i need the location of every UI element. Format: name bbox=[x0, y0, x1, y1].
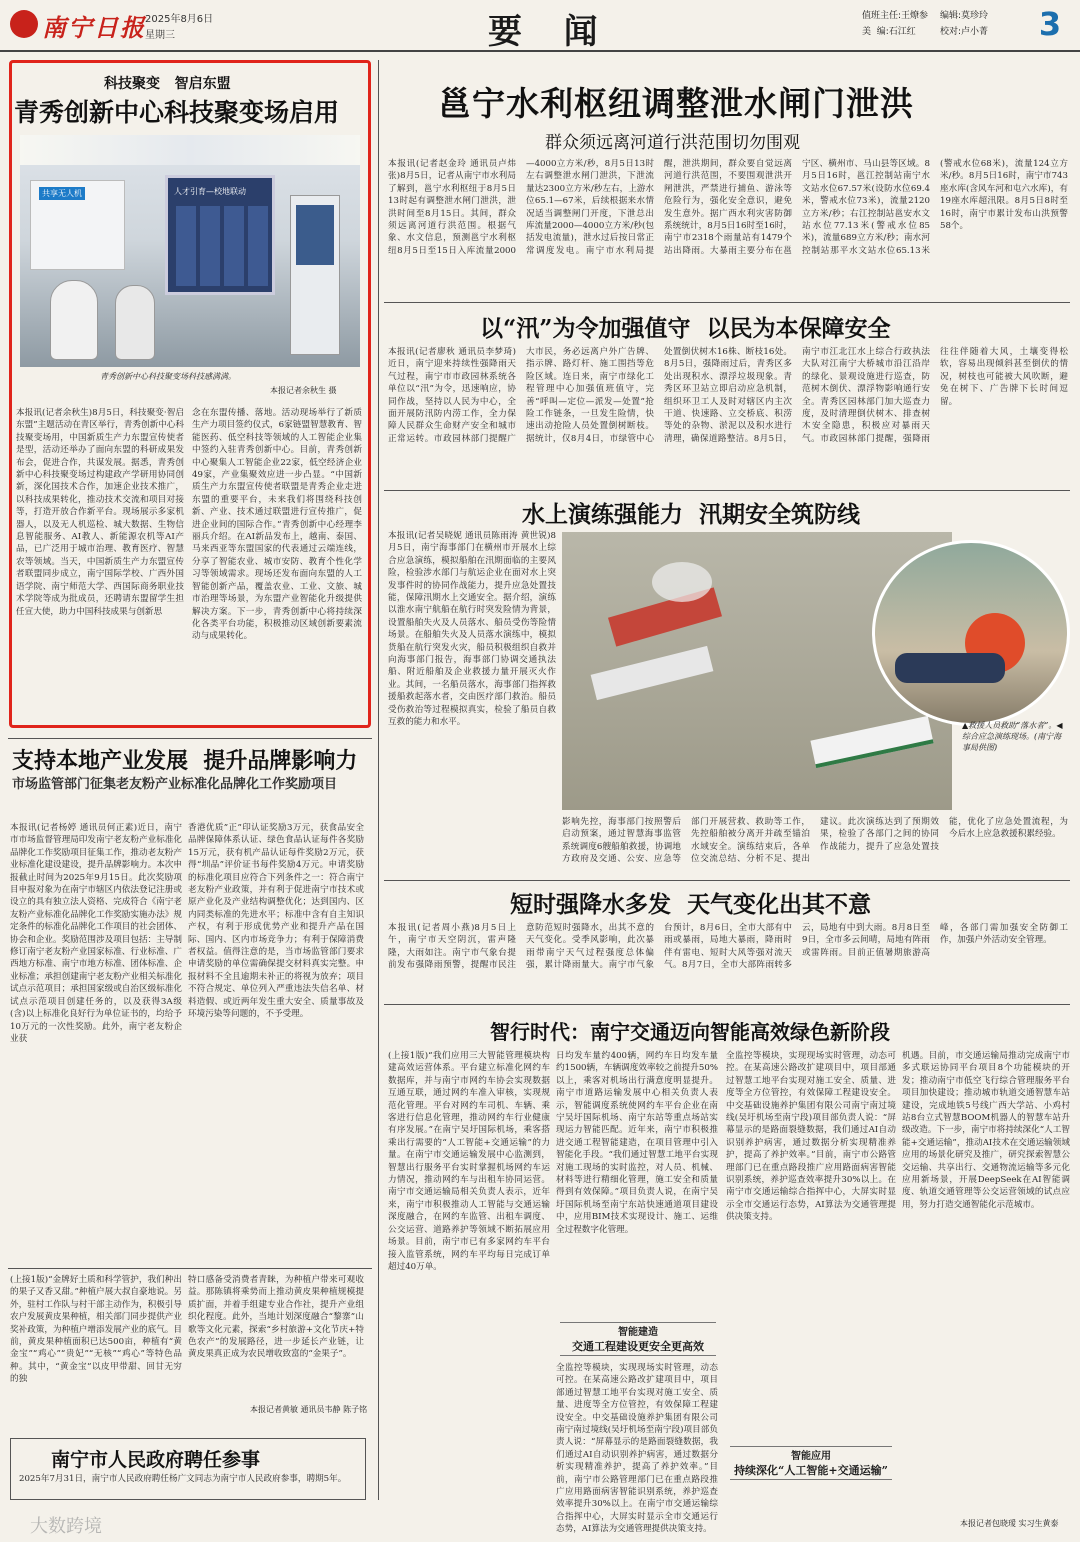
ship-icon bbox=[591, 646, 714, 700]
rescue-photo bbox=[872, 540, 1070, 726]
article-title: 以“汛”为令加强值守 以民为本保障安全 bbox=[480, 315, 891, 342]
article-body: 本报讯(记者吴晓妮 通讯员陈雨涛 黄世锐)8月5日，南宁海事部门在横州市开展水上综合应急演练，模拟船舶在汛期面临的主要风险，检验涉水部门与航运企业在面对水上突发事件时的协同作战能力，提升应急处置技能，保障汛期水上交通安全。据介绍，演练以淮水南宁航船在航行时突发险情为背景，设置船舶失火及人员落水、船员受伤等险情场景。在船舶失火及人员落水演练中，模拟货船在航行突发火灾，船员积极组织自救并向海事部门报告，海事部门协调交通执法船、附近船舶及企业救援力量开展灭火作业。其间，一名船员落水，海事部门指挥救援船救起落水者，交由医疗部门救治。船员受伤救治等过程模拟真实，检验了船员自救互救的能力和水平。 bbox=[388, 531, 556, 728]
kiosk-screen bbox=[296, 205, 334, 265]
article-body: (上接1版)“我们应用三大智能管理模块构建高效运营体系。平台建立标准化网约车数据库，并与南宁市网约车协会实现数据互通互联，通过网约车准入审核，实现规范化管理。平台对网约车司机、车辆、乘客进行信息化管理，推动网约车行业健康有序发展。”在南宁吴圩国际机场，乘客搭乘出行需要的“人工智能+交通运输”的力量。在南宁市交通运输发展中心监测到，智慧出行服务平台实时掌握机场网约车运力情况，推动网约车与出租车协同运营。南宁市交通运输局相关负责人表示，近年来，南宁市积极推动人工智能与交通运输深度融合，在网约车监管、出租车调度、公交运营、道路养护等领域不断拓展应用场景。目前，南宁市已有多家网约车平台接入监管系统，网约车平均每日完成订单超过40万单。 bbox=[388, 1051, 550, 1272]
article-title: 水上演练强能力 汛期安全筑防线 bbox=[522, 501, 861, 528]
article-body: 本报讯(记者赵金玲 通讯员卢炜张)8月5日，记者从南宁市水利局了解到，邕宁水利枢纽于8月5日13时起有调整泄水闸门泄洪，泄洪时间至8月15日。其间，群众须远离河道行洪范围。根据气象、水文信息，预测邕宁水利枢纽8月5日至15日入库流量2000—4000立方米/秒，8月5日13时左右调整泄水闸门泄洪，下泄流量达2300立方米/秒左右，上游水位65.1—67米，后续根据来水情况适当调整闸门开度，下泄总出库流量2000—4000立方米/秒(包括发电流量)，泄水过后按日常正常调度发电。南宁市水利局提醒，泄洪期间，群众要自觉远离河道行洪范围，不要围观泄洪开闸泄洪，严禁进行捕鱼、游泳等危险行为，强化安全意识，避免发生意外。据广西水利灾害防御系统统计，8月5日16时至16时，南宁市2318个雨量站有1479个站出降雨。大暴雨主要分布在邕宁区、横州市、马山县等区域。8月5日16时，邕江控制站南宁水文站水位67.57米(设防水位69.4米，警戒水位73米)，流量2120立方米/秒；右江控制站邕安水文站水位77.13米(警戒水位85米)，流量689立方米/秒；南水河控制站那平水文站水位65.13米(警戒水位68米)，流量124立方米/秒。8月5日16时，南宁市743座水库(含风车河和屯六水库)，有19座水库超汛限。8月5日8时至16时，南宁市累计发布山洪预警58个。 bbox=[388, 159, 1068, 256]
page-number: 3 bbox=[1038, 5, 1062, 43]
article-body: 影响先控，海事部门按照警后启动预案，通过智慧海事监管系统调度6艘船舶救援，协调地方政府及交通、公安、应急等部门开展营救、救助等工作，先控船舶被分离开并疏至锚泊水域安全。演练结束后，各单位交流总结、分析不足、提出建议。此次演练达到了预期效果，检验了各部门之间的协同作战能力，提升了应急处置技能，优化了应急处置流程，为今后水上应急救援积累经验。 bbox=[562, 817, 1068, 865]
article-body: 本报讯(记者杨婷 通讯员何正素)近日，南宁市市场监督管理局印发南宁老友粉产业标准化品牌化工作奖励项目征集工作，推动老友粉产业标准化建设建设，提升品牌影响力。本次申报截止时间为2025年9月15日。此次奖励项目申报对象为在南宁市辖区内依法登记注册或设立的具有独立法人资格、完成符合《南宁老友粉产业标准化品牌化工作奖励实施办法》规定条件的标准化品牌化工作项目的社会团体、协会和企业。奖励范围涉及项目包括：主导制修订南宁老友粉产业国家标准、行业标准、广西地方标准、南宁市地方标准、团体标准、企业标准；承担创建南宁老友粉产业相关标准化试点示范项目；承担国家级或自治区级标准化试点示范项目创建任务的，以及获得3A级(含)以上标准化良好行为单位证书的，均给予10万元的一次性奖励。此外，南宁老友粉企业获 bbox=[10, 823, 182, 1044]
article-subtitle: 市场监管部门征集老友粉产业标准化品牌化工作奖励项目 bbox=[12, 777, 338, 792]
article-body: 全监控等模块，实现现场实时管理，动态可控。在某高速公路改扩建项目中，项目部通过智慧工地平台实现对施工安全、质量、进度等全方位管控，有效保障工程建设安全。中交基础设施养护集团有限公司南宁南过境线(吴圩机场至南宁段)项目部负责人说：“屏幕显示的是路面裂缝数据，我们通过AI自动识别养护病害，通过数据分析实现精准养护，提高了养护效率。”目前，南宁市公路管理部门已在重点路段推广应用路面病害智能识别系统，养护巡查效率提升30%以上。在南宁市交通运输综合指挥中心，大屏实时显示全市交通运行态势，AI算法为交通管理提供决策支持。 bbox=[726, 1051, 896, 1223]
article-body: 机遇。目前，市交通运输局推动完成南宁市多式联运协同平台项目8个功能模块的开发；推动南宁市低空飞行综合管理服务平台项目加快建设；推动城市轨道交通智慧车站建设，完成地铁5号线广西大学站、小鸡村站8台立式智慧BOOM机器人的智慧车站升级改造。下一步，南宁市将持续深化“人工智能+交通运输”，推动AI技术在交通运输领域应用的场景化研究及推广，研究探索智慧公交运输、共享出行、交通物流运输等多元化应用新场景，开展DeepSeek在AI智能调度、轨道交通管理等公交运营领域的试点应用，努力打造交通智能化示范城市。 bbox=[902, 1051, 1070, 1210]
article-body: 本报讯(记者余秋生)8月5日，科技聚变·智启东盟”主题活动在青区举行，青秀创新中心科技聚变场用，中国新质生产力东盟宣传使者是型，活动还举办了面向东盟的科研成果发布会，促进合作，共谋发展。据悉，青秀创新中心科技聚变场过构建政产学研用协同创新，深化国技术合作，加速企业技术推广，以科技成果转化，推动技术交流和项目对接等，打造开放合作新平台。现场展示多家机器人，以及无人机巡检、城大数据、生物信息智能服务、AI教人、新能源农机等AI产品，已广泛用于城市治理、教育医疗、智慧农等领域。当天，中国新质生产力东盟宣传者联盟同步成立，南宁国际学校、广西外国语学院、南宁师范大学、西国际商务职业技术学院等成为批成员，还聘请东盟留学生担任宣大使，助力中国科技成果与创新思 bbox=[16, 408, 184, 617]
tech-hub-article[interactable] bbox=[9, 60, 371, 728]
section-title: 要 闻 bbox=[488, 12, 604, 52]
article-body: 日均发车量约400辆，网约车日均发车量约1500辆，车辆调度效率较之前提升50%以上，乘客对机场出行满意度明显提升。南宁市道路运输发展中心相关负责人表示，智能调度系统使网约车平台企业在南宁吴圩国际机场、南宁东站等重点场站实现运力智能匹配。近年来，南宁市积极推进交通工程智能建造，在项目管理中引入智能化手段。“我们通过智慧工地平台实现对施工现场的实时监控，对人员、机械、材料等进行精细化管理，施工安全和质量得到有效保障。”项目负责人说，在南宁吴圩国际机场至南宁东站快速通道项目建设中，应用BIM技术实现设计、施工、运维全过程数字化管理。 bbox=[556, 1051, 718, 1235]
article-body: 本报讯(记者周小燕)8月5日上午，南宁市天空阴沉，雷声隆隆，大雨如注。南宁市气象台提前发布强降雨预警，提醒市民注意防范短时强降水，出其不意的天气变化。受季风影响，此次暴雨带南宁天气过程强度总体偏强，累计降雨量大。南宁市气象台预计，8月6日，全市大部有中雨或暴雨，局地大暴雨，降雨时伴有雷电、短时大风等强对流天气。8月7日，全市大部阵雨转多云，局地有中到大雨。8月8日至9日，全市多云间晴，局地有阵雨或雷阵雨。目前正值暑期旅游高峰，各部门需加强安全防御工作，加强户外活动安全管理。 bbox=[388, 923, 1068, 971]
appointment-box bbox=[10, 1438, 366, 1500]
subheading-title: 交通工程建设更安全更高效 bbox=[572, 1340, 704, 1353]
staff-credit: 编辑:莫珍玲 bbox=[940, 11, 989, 21]
article-body: 2025年7月31日，南宁市人民政府聘任杨广文同志为南宁市人民政府参事，聘期5年。 bbox=[19, 1474, 347, 1484]
display-screen bbox=[165, 175, 275, 295]
article-title: 支持本地产业发展 提升品牌影响力 bbox=[12, 748, 358, 774]
article-kicker: 科技聚变 智启东盟 bbox=[104, 76, 231, 92]
article-title: 青秀创新中心科技聚变场启用 bbox=[14, 98, 340, 127]
article-body: 本报讯(记者廖秋 通讯员李梦琦)近日，南宁迎来持续性强降雨天气过程，南宁市市政园林系统各单位以“汛”为令，迅速响应，协同作战，坚持以人民为中心，全面开展防汛防内涝工作，全力保障人民群众生命财产安全和城市正常运转。市政园林部门提醒广大市民，务必远离户外广告牌、指示牌、路灯杆、施工围挡等危险区域。连日来，南宁市绿化工程管理中心加强值班值守，完善“呼叫—定位—派发—处置”抢险工作链条，一旦发生险情，快速出动抢险人员处置倒树断枝。据统计，仅8月4日，市绿管中心处置倒伏树木16株、断枝16处。8月5日，强降雨过后，青秀区多处出现积水、漂浮垃圾现象。青秀区环卫站立即启动应急机制，组织环卫工人及时对辖区内主次干道、快速路、立交桥底、积涝等处的杂物、淤泥以及积水进行清理，确保道路整洁。8月5日，南宁市江北江水上综合行政执法大队对江南宁大桥城市沿江沿岸的绿化、景观设施进行巡查，防范树木倒伏、漂浮物影响通行安全。青秀区园林部门加大巡查力度，及时清理倒伏树木、排查树木安全隐患，积极应对暴雨天气。市政园林部门提醒，强降雨往往伴随着大风，土壤变得松软，容易出现倾斜甚至倒伏的情况，树枝也可能被大风吹断，避免在树下、广告牌下长时间逗留。 bbox=[388, 347, 1068, 444]
person-icon bbox=[895, 653, 1005, 683]
robot-icon bbox=[115, 285, 155, 360]
ship-icon bbox=[810, 716, 933, 768]
subheading-box bbox=[730, 1446, 892, 1480]
subheading-kicker: 智能应用 bbox=[791, 1451, 831, 1462]
article-body: (上接1版)“金牌好土质和科学管护，我们种出的果子又香又甜。”种植户展大叔自豪地说。另外，驻村工作队与村干部主动作为，积极引导农户发展黄皮果种植，相关部门同步提供产业奖补政策，为种植户增添发展产业的底气。目前，黄皮果种植面积已达500亩，种植有“黄金宝”“鸡心”“贵妃”“无核”“鸡心”等特色品种。其中，“黄金宝”以皮甲带甜、回甘无穷的独 bbox=[10, 1275, 182, 1385]
article-byline: 本报记者黄敏 通讯员韦静 陈子铭 bbox=[250, 1405, 368, 1414]
photo-caption: ▲救援人员救助“落水者”。◀综合应急演练现场。(南宁海事局供图) bbox=[962, 721, 1063, 752]
subheading-title: 持续深化“人工智能+交通运输” bbox=[734, 1464, 888, 1477]
staff-credit: 值班主任:王燎参 bbox=[862, 11, 929, 21]
article-byline: 本报记者包晓瑷 实习生黄泰 bbox=[960, 1519, 1059, 1528]
article-title: 智行时代：南宁交通迈向智能高效绿色新阶段 bbox=[490, 1020, 890, 1044]
left-panel bbox=[30, 180, 125, 270]
tech-hub-photo bbox=[20, 135, 360, 367]
photo-credit: 本报记者余秋生 摄 bbox=[270, 386, 337, 395]
article-title: 南宁市人民政府聘任参事 bbox=[51, 1449, 261, 1471]
article-title: 邕宁水利枢纽调整泄水闸门泄洪 bbox=[438, 84, 914, 123]
staff-credit: 美 编:石江红 bbox=[862, 27, 916, 37]
article-body: 全监控等模块，实现现场实时管理，动态可控。在某高速公路改扩建项目中，项目部通过智慧工地平台实现对施工安全、质量、进度等全方位管控，有效保障工程建设安全。中交基础设施养护集团有限公司南宁南过境线(吴圩机场至南宁段)项目部负责人说：“屏幕显示的是路面裂缝数据，我们通过AI自动识别养护病害，通过数据分析实现精准养护，提高了养护效率。”目前，南宁市公路管理部门已在重点路段推广应用路面病害智能识别系统，养护巡查效率提升30%以上。在南宁市交通运输综合指挥中心，大屏实时显示全市交通运行态势，AI算法为交通管理提供决策支持。 bbox=[556, 1363, 718, 1535]
robot-icon bbox=[50, 280, 98, 360]
article-body: 香港优质”正”印认证奖励3万元，获食品安全品牌保障体系认证、绿色食品认证每件各奖励15万元，获有机产品认证每件奖励2万元，获得“圳品”评价证书每件奖励4万元。申请奖励的标准化项目应符合下列条件之一：符合南宁老友粉产业政策，并有利于促进南宁市技术或原产业化及产业结构调整优化；达到国内、区内同类标准的先进水平；标准中含有自主知识产权，有利于形成优势产业和提升产品在国际、国内、区内市场竞争力；有利于保障消费者权益。值得注意的是，当市场监管部门要求申请奖励的单位需确保提交材料真实完整。申报材料不全且逾期未补正的将视为放弃；项目不符合规定、单位列入严重违法失信名单、材料造假、或近两年发生重大安全、质量事故及环境污染等问题的，不予受理。 bbox=[188, 823, 364, 1020]
issue-date: 2025年8月6日 bbox=[145, 14, 214, 25]
issue-weekday: 星期三 bbox=[145, 30, 175, 41]
article-body: 特口感备受消费者青睐，为种植户带来可观收益。那陈镇将乘势而上推动黄皮果种植规模提质扩面，并着手组建专业合作社，提升产业组织化程度。此外，当地计划深度融合“黎寨”山歌等文化元素，探索“乡村旅游+文化节庆+特色农产”的发展路径，进一步延长产业链，让黄皮果真正成为农民增收致富的“金果子”。 bbox=[188, 1275, 364, 1360]
paper-logo-icon bbox=[10, 10, 38, 38]
article-subtitle: 群众须远离河道行洪范围切勿围观 bbox=[545, 133, 800, 153]
article-body: 念在东盟传播、落地。活动现场举行了新质生产力项目签约仪式，6家链盟智慧教育、智能医药、低空科技等领域的人工智能企业集中签约入驻青秀创新中心。目前，青秀创新中心聚集人工智能企业22家，低空经济企业49家，产业集聚效应进一步凸显。“中国新质生产力东盟宣传使者联盟是青秀企业走进东盟的重要平台，未来我们将围绕科技创新、产业、技术通过联盟进行宣传推广，促进企业间的国际合作。”青秀创新中心经理李丽兵介绍。在AI新品发布上，越南、泰国、马来西亚等东盟国家的代表通过云端连线，分享了智能农业、城市安防、教育个性化学习等领域需求。现场还发布面向东盟的人工智能创新产品，覆盖农业、工业、文旅、城市治理等场景，为东盟产业智能化升级提供解决方案。下一步，青秀创新中心将持续深化各类平台功能，积极推动区域创新要素流动与成果转化。 bbox=[192, 408, 362, 642]
screen-grid bbox=[176, 206, 268, 286]
ceiling-lights bbox=[20, 135, 360, 165]
photo-caption: 青秀创新中心科技聚变场科技感满满。 bbox=[100, 372, 236, 381]
watermark: 大数跨境 bbox=[30, 1516, 102, 1537]
paper-name: 南宁日报 bbox=[42, 13, 146, 42]
masthead bbox=[0, 0, 1080, 52]
smoke bbox=[652, 562, 712, 602]
panel-label: 共享无人机 bbox=[39, 187, 85, 200]
article-title: 短时强降水多发 天气变化出其不意 bbox=[510, 891, 872, 918]
screen-label: 人才引育—校地联动 bbox=[174, 187, 246, 196]
subheading-kicker: 智能建造 bbox=[618, 1327, 658, 1338]
subheading-box bbox=[560, 1322, 716, 1356]
staff-credit: 校对:卢小菁 bbox=[940, 27, 989, 37]
